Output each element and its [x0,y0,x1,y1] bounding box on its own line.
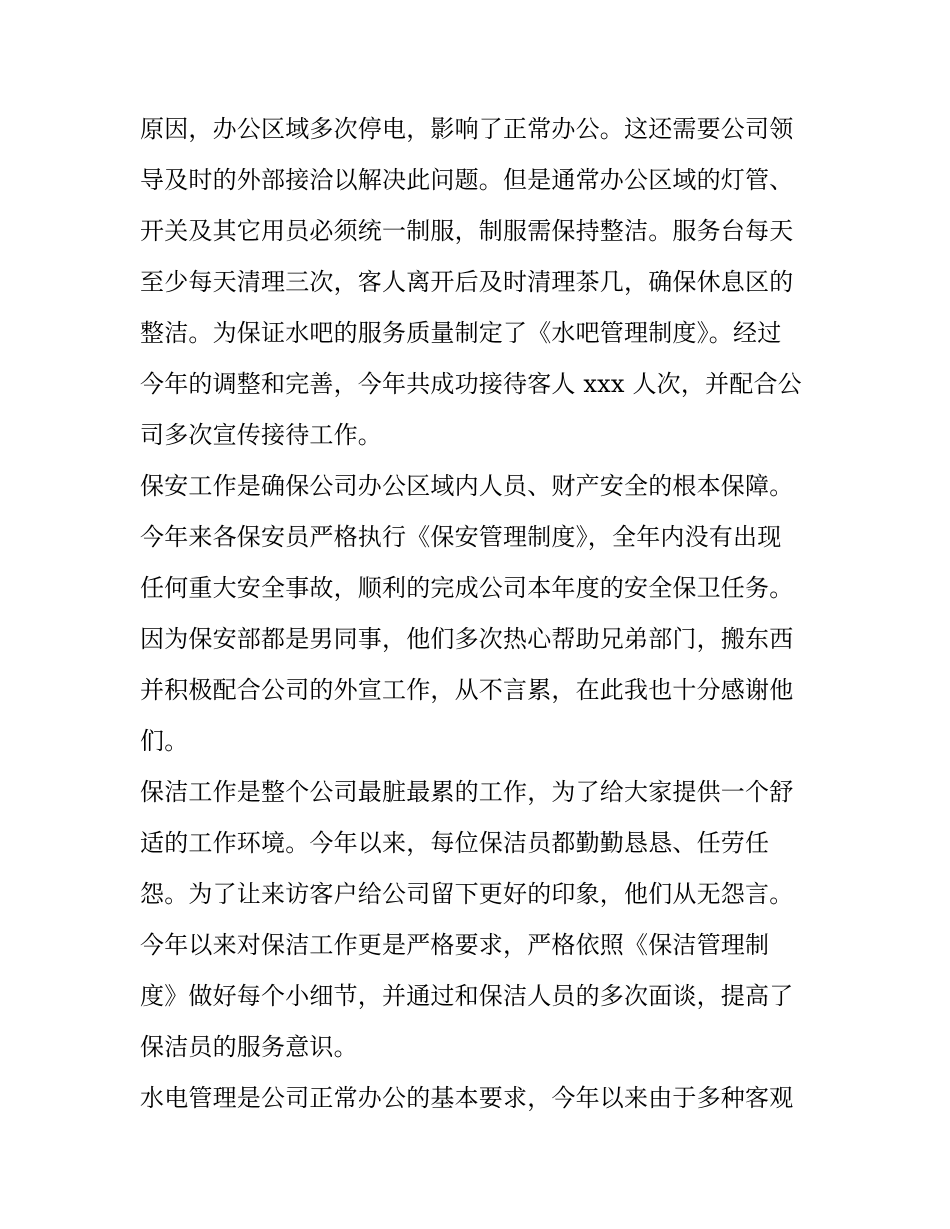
paragraph-utilities [140,1073,820,1124]
text-line: 保洁工作是整个公司最脏最累的工作，为了给大家提供一个舒 [140,778,794,806]
text-line: 今年来各保安员严格执行《保安管理制度》，全年内没有出现 [140,523,782,551]
paragraph-security [140,461,820,767]
text-line: 怨。为了让来访客户给公司留下更好的印象，他们从无怨言。 [140,880,794,908]
paragraph-cleaning [140,767,820,1073]
text-line: 们。 [140,727,189,755]
text-line: 任何重大安全事故，顺利的完成公司本年度的安全保卫任务。 [140,574,794,602]
text-line: 导及时的外部接洽以解决此问题。但是通常办公区域的灯管、 [140,166,794,194]
text-line: 保安工作是确保公司办公区域内人员、财产安全的根本保障。 [140,472,794,500]
document-body [140,104,820,1124]
text-line: 度》做好每个小细节，并通过和保洁人员的多次面谈，提高了 [140,982,794,1010]
text-line: 至少每天清理三次，客人离开后及时清理茶几，确保休息区的 [140,268,794,296]
text-line: 并积极配合公司的外宣工作，从不言累，在此我也十分感谢他 [140,676,794,704]
paragraph-reception [140,104,820,461]
text-line: 水电管理是公司正常办公的基本要求，今年以来由于多种客观 [140,1084,794,1112]
text-line: 今年的调整和完善，今年共成功接待客人 xxx 人次，并配合公 [140,370,802,398]
text-line: 因为保安部都是男同事，他们多次热心帮助兄弟部门，搬东西 [140,625,794,653]
text-line: 原因，办公区域多次停电，影响了正常办公。这还需要公司领 [140,115,794,143]
text-line: 今年以来对保洁工作更是严格要求，严格依照《保洁管理制 [140,931,770,959]
text-line: 适的工作环境。今年以来，每位保洁员都勤勤恳恳、任劳任 [140,829,770,857]
text-line: 开关及其它用员必须统一制服，制服需保持整洁。服务台每天 [140,217,794,245]
text-line: 整洁。为保证水吧的服务质量制定了《水吧管理制度》。经过 [140,319,782,347]
text-line: 司多次宣传接待工作。 [140,421,382,449]
text-line: 保洁员的服务意识。 [140,1033,358,1061]
